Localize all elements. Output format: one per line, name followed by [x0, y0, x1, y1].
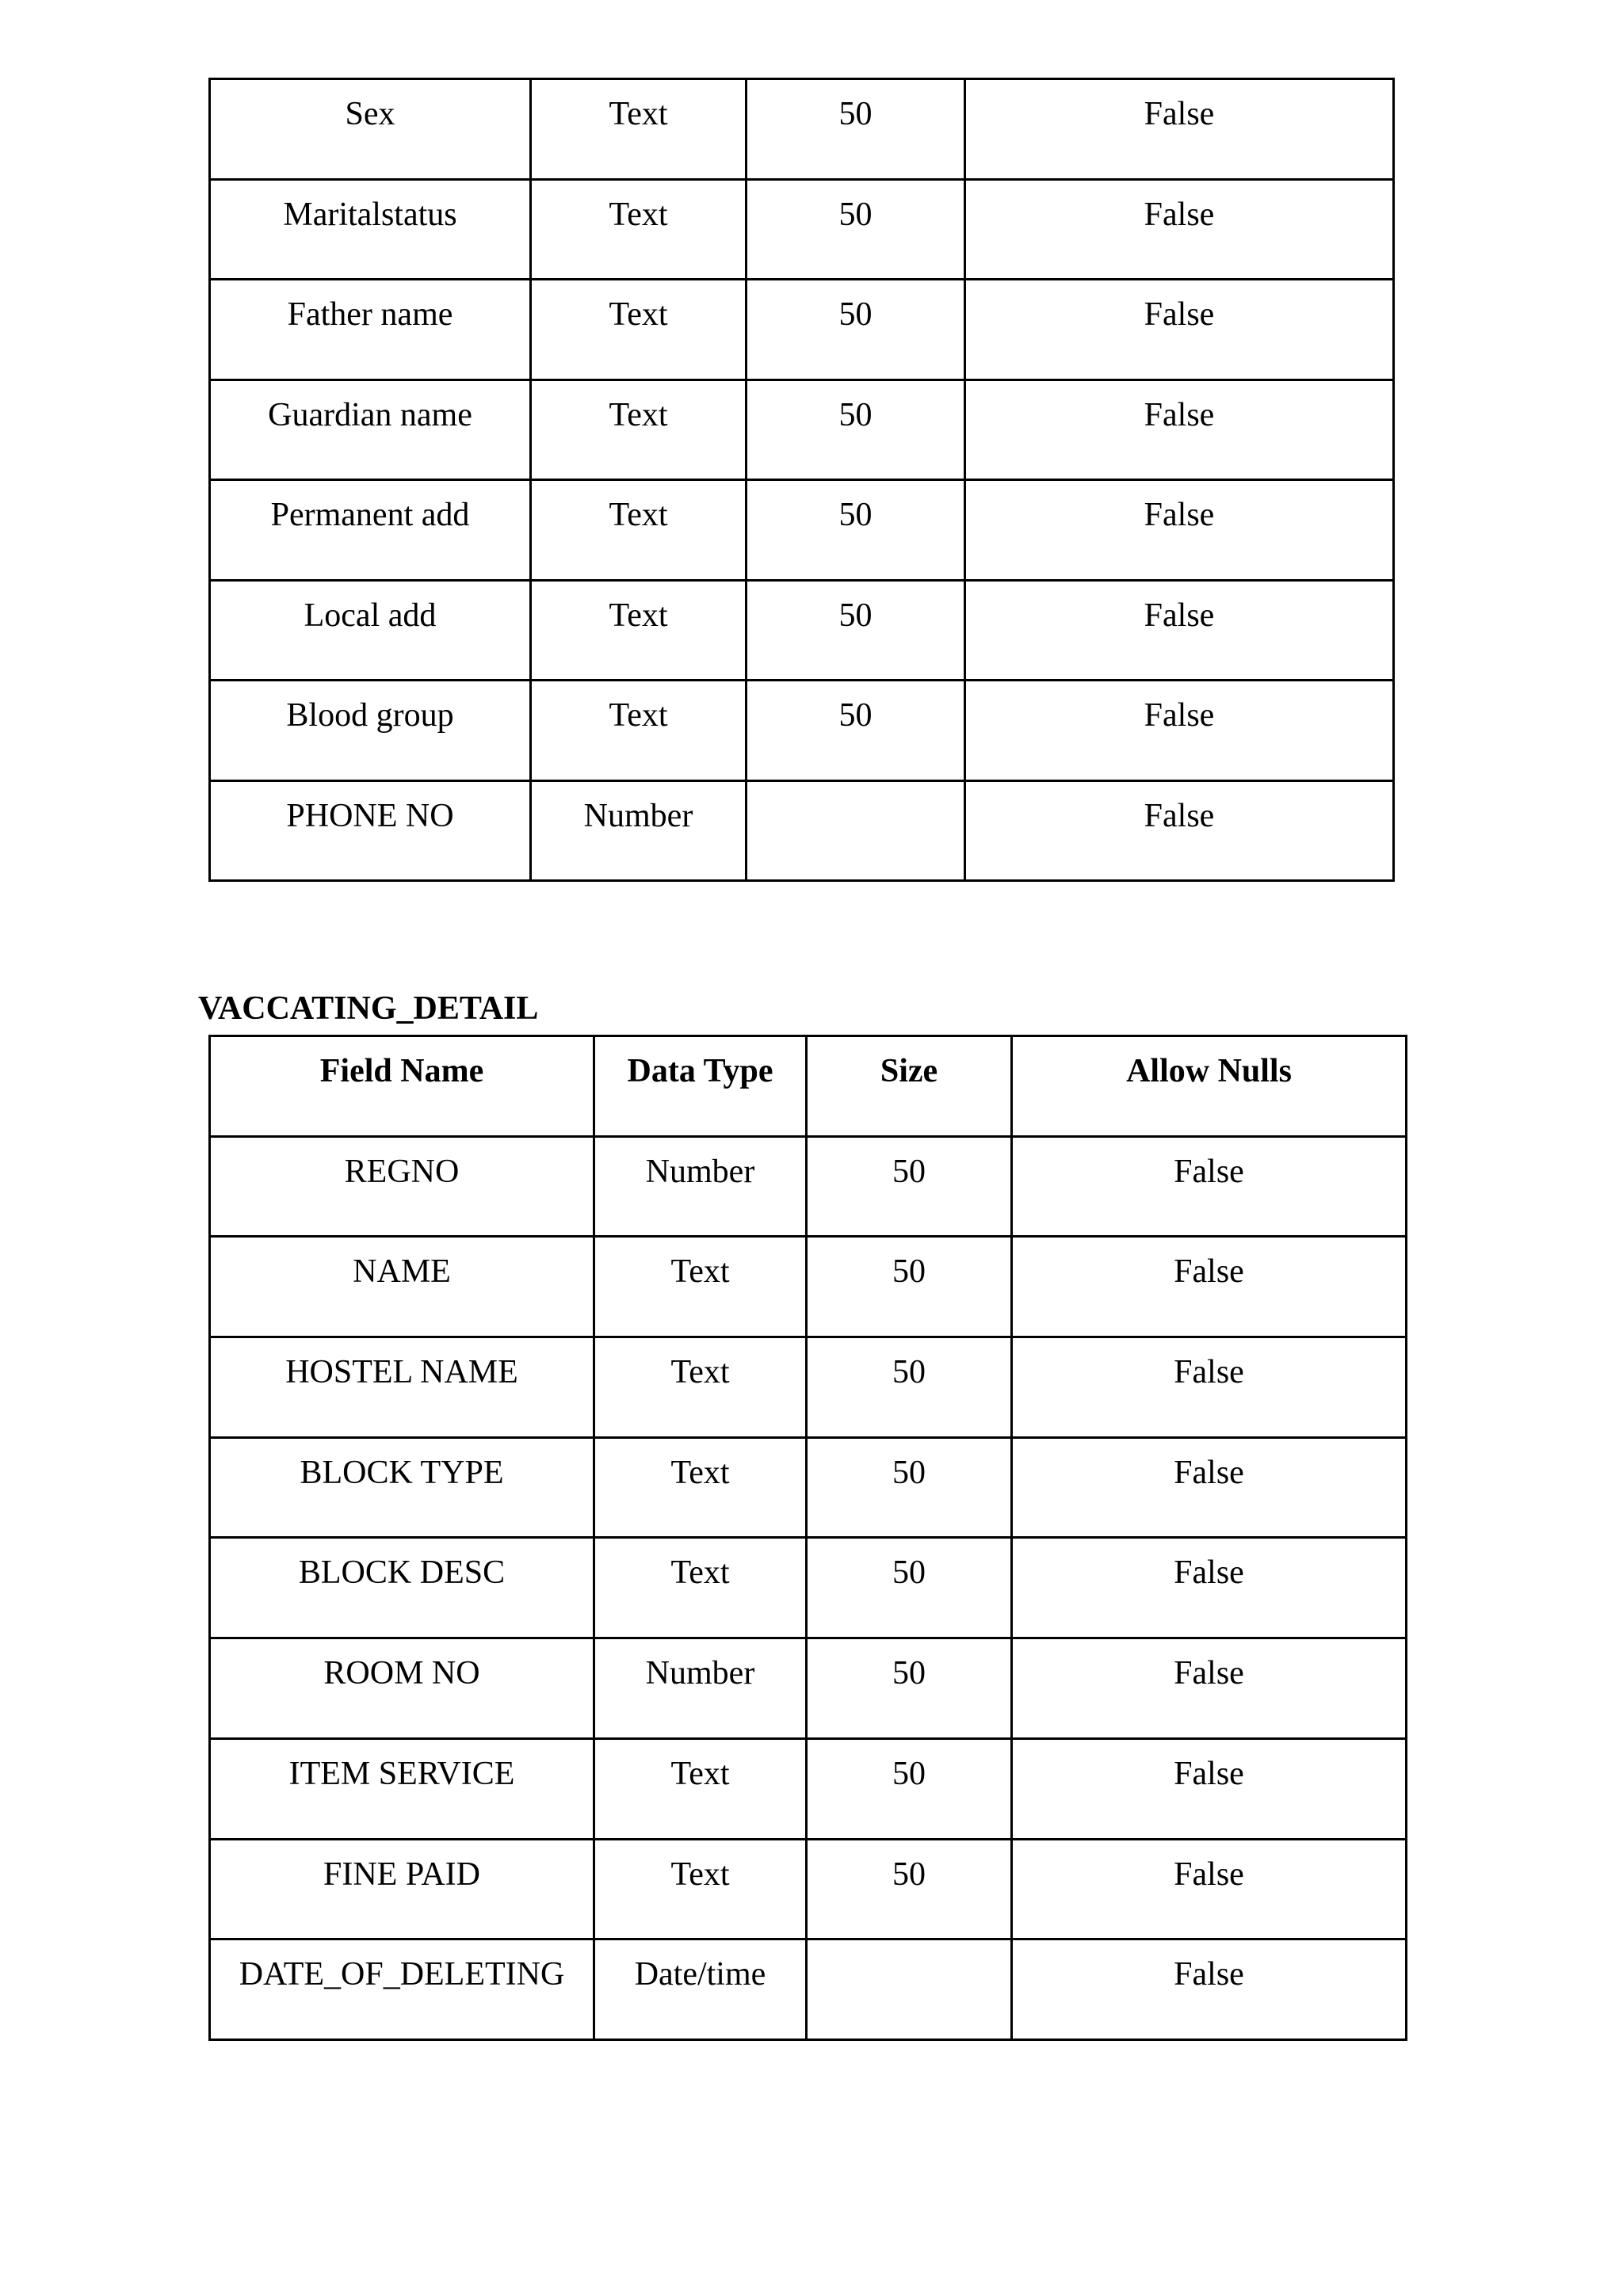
data-type-cell: Text	[594, 1437, 807, 1538]
data-type-cell: Text	[531, 179, 747, 280]
data-type-cell: Text	[594, 1538, 807, 1638]
allow-nulls-cell: False	[1012, 1939, 1407, 2040]
table-row	[210, 79, 1394, 180]
table-row	[210, 379, 1394, 480]
size-cell: 50	[747, 280, 965, 380]
table-row	[210, 1738, 1407, 1839]
table-row	[210, 1136, 1407, 1237]
size-cell: 50	[807, 1638, 1012, 1739]
data-type-cell: Text	[531, 379, 747, 480]
data-type-cell: Text	[531, 580, 747, 681]
table-row	[210, 280, 1394, 380]
table-row	[210, 1437, 1407, 1538]
table-row	[210, 1237, 1407, 1337]
table-row	[210, 480, 1394, 581]
size-cell: 50	[807, 1337, 1012, 1438]
table-row	[210, 1839, 1407, 1939]
table-row	[210, 1939, 1407, 2040]
field-name-cell: HOSTEL NAME	[210, 1337, 594, 1438]
allow-nulls-cell: False	[965, 379, 1394, 480]
data-type-cell: Date/time	[594, 1939, 807, 2040]
allow-nulls-cell: False	[1012, 1538, 1407, 1638]
data-type-cell: Number	[531, 780, 747, 881]
size-cell: 50	[747, 379, 965, 480]
size-cell	[807, 1939, 1012, 2040]
field-name-cell: NAME	[210, 1237, 594, 1337]
field-name-cell: ITEM SERVICE	[210, 1738, 594, 1839]
table-row	[210, 681, 1394, 781]
size-cell: 50	[807, 1136, 1012, 1237]
allow-nulls-cell: False	[965, 79, 1394, 180]
allow-nulls-cell: False	[965, 280, 1394, 380]
header-row	[210, 1036, 1407, 1137]
size-cell: 50	[807, 1738, 1012, 1839]
vaccating-detail-table	[208, 1035, 1407, 2041]
data-type-cell: Text	[594, 1738, 807, 1839]
data-type-cell: Number	[594, 1638, 807, 1739]
data-type-cell: Text	[531, 280, 747, 380]
allow-nulls-cell: False	[965, 480, 1394, 581]
field-name-cell: Permanent add	[210, 480, 531, 581]
data-type-cell: Number	[594, 1136, 807, 1237]
size-cell: 50	[807, 1237, 1012, 1337]
table-row	[210, 1638, 1407, 1739]
header-size: Size	[807, 1036, 1012, 1137]
allow-nulls-cell: False	[1012, 1638, 1407, 1739]
header-allow-nulls: Allow Nulls	[1012, 1036, 1407, 1137]
field-name-cell: DATE_OF_DELETING	[210, 1939, 594, 2040]
data-type-cell: Text	[594, 1237, 807, 1337]
allow-nulls-cell: False	[1012, 1839, 1407, 1939]
allow-nulls-cell: False	[1012, 1136, 1407, 1237]
field-name-cell: Guardian name	[210, 379, 531, 480]
table-row	[210, 1337, 1407, 1438]
allow-nulls-cell: False	[965, 580, 1394, 681]
table-body	[210, 1136, 1407, 2039]
header-data-type: Data Type	[594, 1036, 807, 1137]
table-row	[210, 580, 1394, 681]
field-name-cell: Blood group	[210, 681, 531, 781]
data-type-cell: Text	[594, 1337, 807, 1438]
size-cell: 50	[747, 480, 965, 581]
data-type-cell: Text	[531, 79, 747, 180]
field-name-cell: BLOCK TYPE	[210, 1437, 594, 1538]
allow-nulls-cell: False	[1012, 1237, 1407, 1337]
size-cell	[747, 780, 965, 881]
table-row	[210, 780, 1394, 881]
field-name-cell: Maritalstatus	[210, 179, 531, 280]
allow-nulls-cell: False	[1012, 1738, 1407, 1839]
field-name-cell: BLOCK DESC	[210, 1538, 594, 1638]
data-type-cell: Text	[594, 1839, 807, 1939]
field-name-cell: Local add	[210, 580, 531, 681]
table-title: VACCATING_DETAIL	[198, 990, 539, 1027]
size-cell: 50	[747, 580, 965, 681]
size-cell: 50	[747, 179, 965, 280]
allow-nulls-cell: False	[965, 681, 1394, 781]
field-name-cell: PHONE NO	[210, 780, 531, 881]
table-header	[210, 1036, 1407, 1137]
size-cell: 50	[807, 1839, 1012, 1939]
size-cell: 50	[747, 681, 965, 781]
allow-nulls-cell: False	[1012, 1337, 1407, 1438]
size-cell: 50	[807, 1437, 1012, 1538]
table-row	[210, 1538, 1407, 1638]
field-name-cell: Sex	[210, 79, 531, 180]
size-cell: 50	[747, 79, 965, 180]
table-body	[210, 79, 1394, 881]
size-cell: 50	[807, 1538, 1012, 1638]
field-name-cell: REGNO	[210, 1136, 594, 1237]
field-name-cell: FINE PAID	[210, 1839, 594, 1939]
allow-nulls-cell: False	[965, 780, 1394, 881]
field-table-continued	[208, 78, 1395, 882]
field-name-cell: ROOM NO	[210, 1638, 594, 1739]
data-type-cell: Text	[531, 480, 747, 581]
table-row	[210, 179, 1394, 280]
allow-nulls-cell: False	[1012, 1437, 1407, 1538]
field-name-cell: Father name	[210, 280, 531, 380]
allow-nulls-cell: False	[965, 179, 1394, 280]
header-field-name: Field Name	[210, 1036, 594, 1137]
data-type-cell: Text	[531, 681, 747, 781]
